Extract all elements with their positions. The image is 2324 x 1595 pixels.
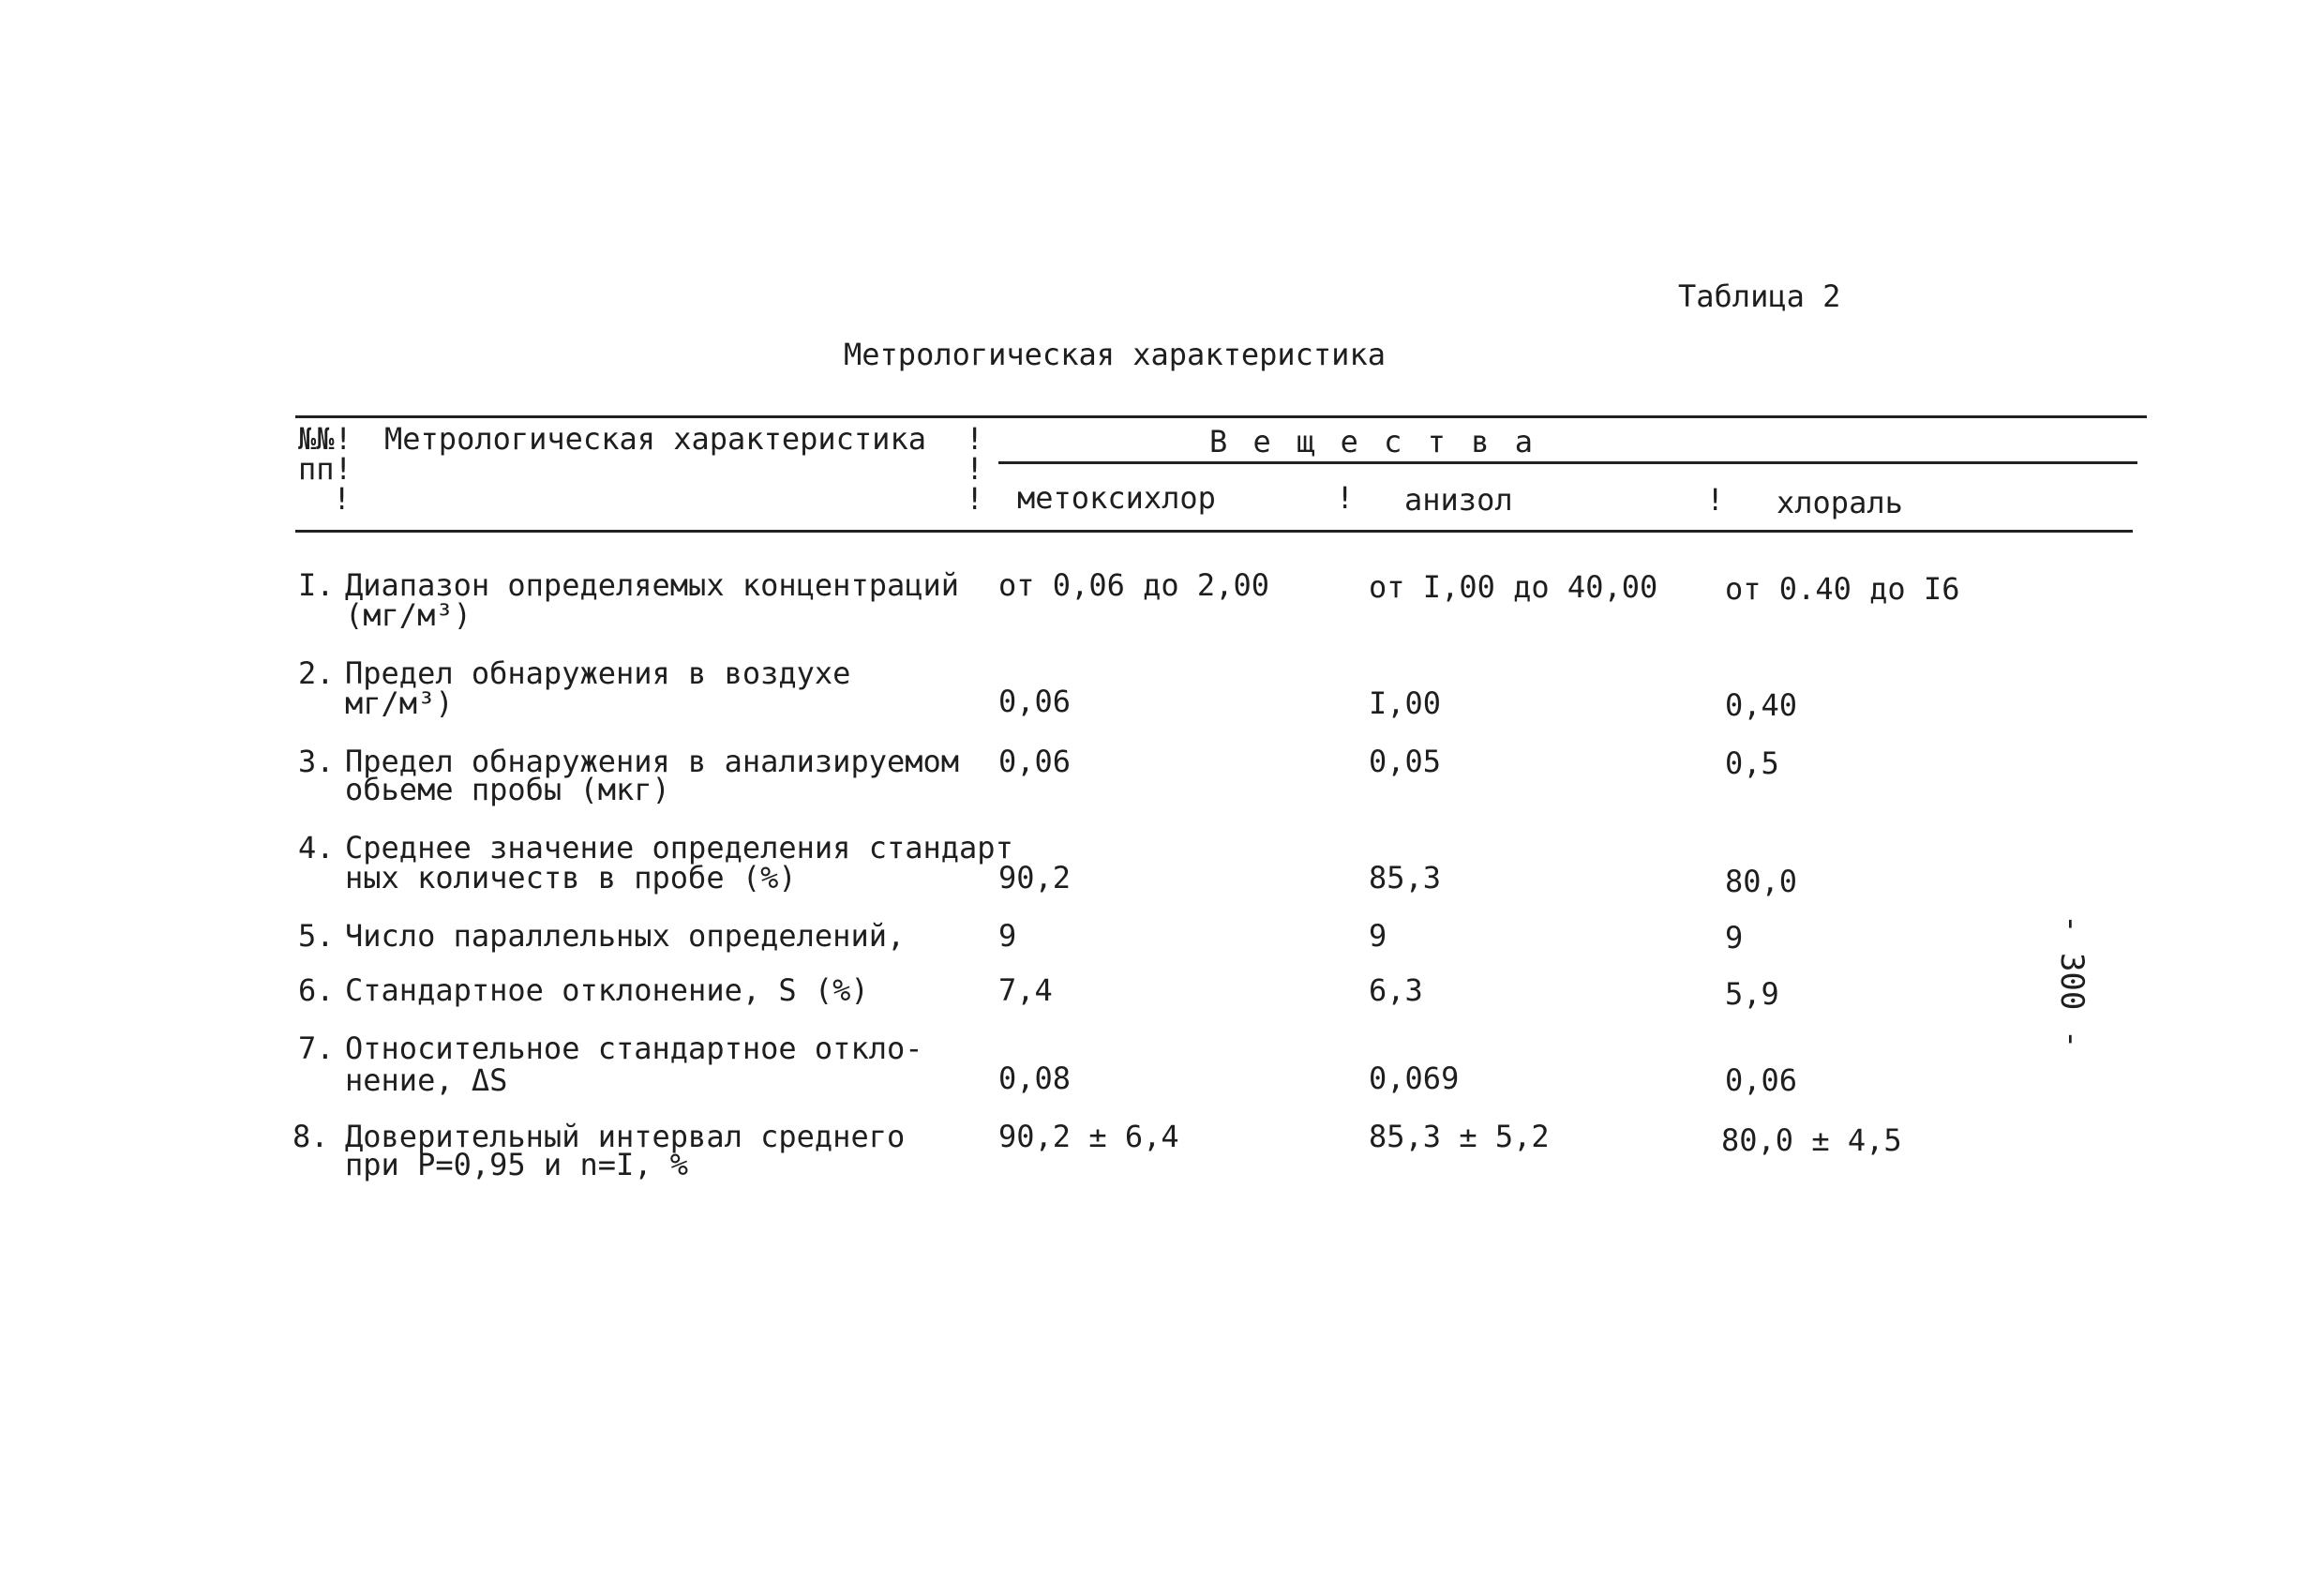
value-metoxychlor: 90,2 (998, 860, 1072, 895)
value-anisole: 85,3 (1369, 860, 1442, 895)
header-substance-2: анизол (1404, 482, 1513, 518)
row-label-line-1: Число параллельных определений, (345, 918, 906, 954)
header-separator-3: ! (966, 481, 984, 517)
value-metoxychlor: 0,08 (998, 1061, 1072, 1096)
row-label-line-1: Среднее значение определения стандарт (345, 830, 1013, 865)
row-number: 8. (292, 1119, 329, 1154)
value-anisole: 0,05 (1369, 744, 1442, 779)
header-characteristic: Метрологическая характеристика (384, 421, 926, 457)
value-anisole: 0,069 (1369, 1061, 1460, 1096)
value-chloral: 9 (1725, 920, 1744, 955)
header-num-line-3: ! (333, 481, 352, 517)
row-label-line-1: Относительное стандартное откло- (345, 1031, 923, 1066)
value-metoxychlor: 90,2 ± 6,4 (998, 1119, 1179, 1154)
header-separator-4: ! (1336, 480, 1355, 516)
row-label-line-2: (мг/м³) (345, 597, 472, 633)
value-anisole: от I,00 до 40,00 (1369, 569, 1658, 605)
row-number: 5. (298, 918, 335, 954)
value-chloral: от 0.40 до I6 (1725, 571, 1960, 607)
value-anisole: 9 (1369, 918, 1387, 954)
row-label-line-1: Стандартное отклонение, S (%) (345, 972, 869, 1008)
value-metoxychlor: 7,4 (998, 972, 1053, 1008)
row-number: I. (298, 567, 335, 603)
header-num-line-2: пп! (298, 451, 352, 487)
header-bottom-rule (295, 530, 2133, 533)
header-substance-3: хлораль (1777, 485, 1903, 520)
value-metoxychlor: от 0,06 до 2,00 (998, 567, 1269, 603)
row-label-line-1: Доверительный интервал среднего (345, 1119, 906, 1154)
row-number: 3. (298, 744, 335, 779)
row-number: 4. (298, 830, 335, 865)
value-anisole: I,00 (1369, 685, 1442, 721)
value-chloral: 0,40 (1725, 687, 1798, 723)
header-num-line-1: №№! (298, 421, 352, 457)
value-metoxychlor: 9 (998, 918, 1017, 954)
header-separator-2: ! (966, 451, 984, 487)
row-number: 6. (298, 972, 335, 1008)
table-top-rule (295, 415, 2147, 418)
row-label-line-2: при P=0,95 и n=I, % (345, 1147, 689, 1182)
row-label-line-2: мг/м³) (345, 685, 454, 721)
value-chloral: 80,0 ± 4,5 (1721, 1122, 1902, 1158)
header-separator-5: ! (1706, 482, 1725, 518)
row-label-line-2: обьеме пробы (мкг) (345, 772, 670, 807)
header-substance-1: метоксихлор (1017, 480, 1216, 516)
row-label-line-1: Предел обнаружения в анализируемом (345, 744, 960, 779)
value-metoxychlor: 0,06 (998, 744, 1072, 779)
row-label-line-2: ных количеств в пробе (%) (345, 860, 797, 895)
table-title: Метрологическая характеристика (844, 337, 1386, 372)
header-separator-1: ! (966, 421, 984, 457)
value-chloral: 0,06 (1725, 1062, 1798, 1098)
value-chloral: 0,5 (1725, 745, 1779, 781)
page-number: - 300 - (2053, 914, 2091, 1049)
row-number: 7. (298, 1031, 335, 1066)
value-anisole: 85,3 ± 5,2 (1369, 1119, 1550, 1154)
substances-group-rule (998, 461, 2137, 464)
row-label-line-1: Диапазон определяемых концентраций (345, 567, 960, 603)
value-chloral: 5,9 (1725, 976, 1779, 1012)
row-label-line-2: нение, ΔS (345, 1062, 508, 1098)
value-anisole: 6,3 (1369, 972, 1423, 1008)
table-label: Таблица 2 (1678, 278, 1841, 314)
row-label-line-1: Предел обнаружения в воздухе (345, 655, 851, 691)
header-substances-group: В е щ е с т в а (1209, 424, 1537, 459)
row-number: 2. (298, 655, 335, 691)
value-metoxychlor: 0,06 (998, 684, 1072, 719)
value-chloral: 80,0 (1725, 864, 1798, 899)
